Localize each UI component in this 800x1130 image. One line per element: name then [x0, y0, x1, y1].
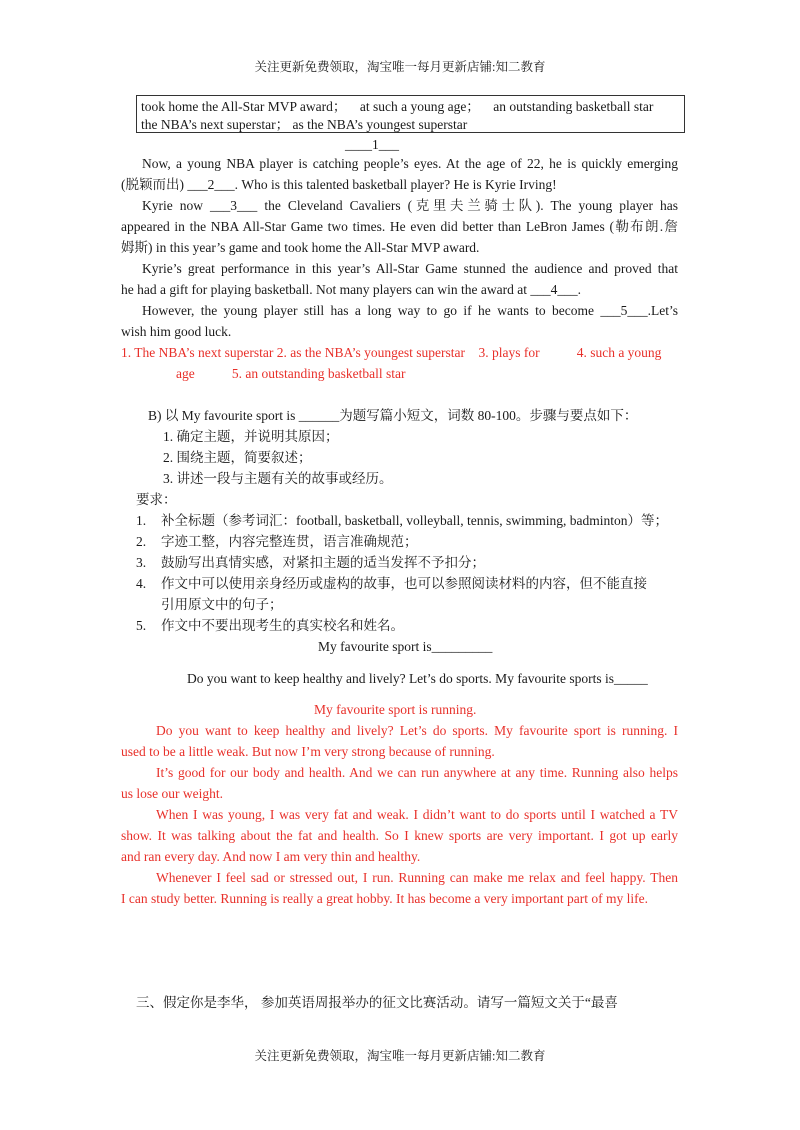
page-header: 关注更新免费领取，淘宝唯一每月更新店铺:知二教育	[254, 60, 546, 74]
sample-p3-line-3: and ran every day. And now I am very thin and healthy.	[121, 849, 421, 864]
req-number: 3.	[136, 555, 147, 570]
sample-p2-line-1: It’s good for our body and health. And we can run anywhere at any time. Running also helps	[156, 765, 678, 780]
req-number: 5.	[136, 618, 147, 633]
req-number: 2.	[136, 534, 147, 549]
req-text: 补全标题（参考词汇：football, basketball, volleyball, tennis, swimming, badminton）等；	[161, 513, 668, 528]
sample-p2-line-2: us lose our weight.	[121, 786, 223, 801]
passage-p1-line-2: (脱颖而出) ___2___. Who is this talented basketball player? He is Kyrie Irving!	[121, 177, 557, 192]
req-text: 作文中不要出现考生的真实校名和姓名。	[161, 618, 404, 633]
section-3-prompt: 三、假定你是李华， 参加英语周报举办的征文比赛活动。请写一篇短文关于“最喜	[136, 995, 618, 1010]
sample-p4-line-2: I can study better. Running is really a great hobby. It has become a very important part of my life.	[121, 891, 648, 906]
sample-title: My favourite sport is running.	[314, 702, 477, 717]
essay-title: My favourite sport is_________	[318, 639, 493, 654]
req-text: 作文中可以使用亲身经历或虚构的故事，也可以参照阅读材料的内容，但不能直接	[161, 576, 647, 591]
req-number: 1.	[136, 513, 147, 528]
passage-p3-line-2: he had a gift for playing basketball. Not many players can win the award at ___4___.	[121, 282, 581, 297]
answer-key-line-1: 1. The NBA’s next superstar 2. as the NBA’s youngest superstar 3. plays for 4. such a young	[121, 345, 662, 360]
passage-p2-line-3: 姆斯) in this year’s game and took home the All-Star MVP award.	[121, 240, 480, 255]
passage-p2-line-1: Kyrie now ___3___ the Cleveland Cavaliers (克里夫兰骑士队). The young player has	[142, 198, 678, 213]
answer-key-line-2: age 5. an outstanding basketball star	[176, 366, 406, 381]
passage-p4-line-1: However, the young player still has a long way to go if he wants to become ___5___.Let’s	[142, 303, 678, 318]
sample-p1-line-1: Do you want to keep healthy and lively? Let’s do sports. My favourite sport is running. I	[156, 723, 678, 738]
word-bank-line-2: the NBA’s next superstar； as the NBA’s youngest superstar	[141, 117, 468, 132]
passage-p1-line-1: Now, a young NBA player is catching people’s eyes. At the age of 22, he is quickly emerging	[142, 156, 678, 171]
step-2: 2. 围绕主题，简要叙述；	[163, 450, 312, 465]
section-b-prompt: B) 以 My favourite sport is ______为题写篇小短文，词数 80-100。步骤与要点如下：	[148, 408, 638, 423]
word-bank-line-1: took home the All-Star MVP award； at such a young age； an outstanding basketball star	[141, 99, 654, 114]
sample-p3-line-2: show. It was talking about the fat and health. So I knew sports are very important. I got up early	[121, 828, 678, 843]
sample-p1-line-2: used to be a little weak. But now I’m very strong because of running.	[121, 744, 495, 759]
passage-title-blank: ____1___	[345, 137, 399, 152]
req-text: 鼓励写出真情实感，对紧扣主题的适当发挥不予扣分；	[161, 555, 485, 570]
req-text-continued: 引用原文中的句子；	[161, 597, 283, 612]
req-text: 字迹工整，内容完整连贯，语言准确规范；	[161, 534, 418, 549]
passage-p3-line-1: Kyrie’s great performance in this year’s All-Star Game stunned the audience and proved that	[142, 261, 678, 276]
sample-p3-line-1: When I was young, I was very fat and weak. I didn’t want to do sports until I watched a TV	[156, 807, 678, 822]
page-footer: 关注更新免费领取，淘宝唯一每月更新店铺:知二教育	[254, 1049, 546, 1063]
essay-opening: Do you want to keep healthy and lively? Let’s do sports. My favourite sports is_____	[187, 671, 648, 686]
sample-p4-line-1: Whenever I feel sad or stressed out, I run. Running can make me relax and feel happy. Then	[156, 870, 678, 885]
passage-p2-line-2: appeared in the NBA All-Star Game two times. He even did better than LeBron James (勒布朗.詹	[121, 219, 678, 234]
step-3: 3. 讲述一段与主题有关的故事或经历。	[163, 471, 393, 486]
requirements-label: 要求：	[136, 492, 177, 507]
req-number: 4.	[136, 576, 147, 591]
step-1: 1. 确定主题，并说明其原因；	[163, 429, 339, 444]
passage-p4-line-2: wish him good luck.	[121, 324, 232, 339]
